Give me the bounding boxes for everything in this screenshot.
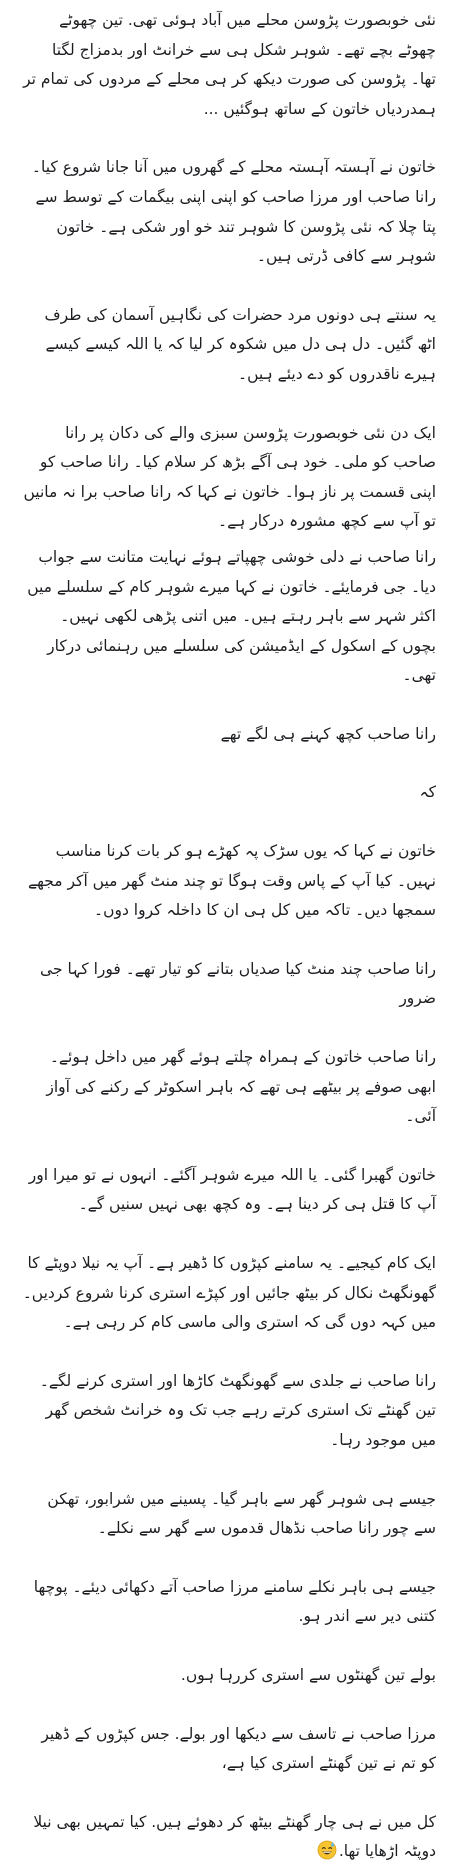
paragraph-14: جیسے ہی شوہر گھر سے باہر گیا۔ پسینے میں شرابور، تھکن سے چور رانا صاحب نڈھال قدموں سے گھر سے نکلے۔ [47, 1489, 436, 1538]
paragraph-18 [22, 1808, 436, 1867]
paragraph-7: کہ [419, 783, 436, 802]
paragraph-13: رانا صاحب نے جلدی سے گھونگھٹ کاڑھا اور استری کرنے لگے۔ تین گھنٹے تک استری کرتے رہے جب تک وہ خرانٹ شخص گھر میں موجود رہا۔ [39, 1371, 436, 1449]
paragraph-10: رانا صاحب خاتون کے ہمراہ چلتے ہوئے گھر میں داخل ہوئے۔ ابھی صوفے پر بیٹھے ہی تھے کہ باہر اسکوٹر کے رکنے کی آواز آئی۔ [46, 1048, 436, 1126]
grinning-sweat-emoji-icon [317, 1840, 337, 1860]
paragraph-4: ایک دن نئی خوبصورت پڑوسن سبزی والے کی دکان پر رانا صاحب کو ملی۔ خود ہی آگے بڑھ کر سلام کیا۔ رانا صاحب کو اپنی قسمت پر ناز ہوا۔ خاتون نے کہا کہ رانا صاحب برا نہ مانیں تو آپ سے کچھ مشورہ درکار ہے۔ [23, 423, 436, 531]
paragraph-9: رانا صاحب چند منٹ کیا صدیاں بتانے کو تیار تھے۔ فورا کہا جی ضرور [40, 959, 436, 1008]
emoji-teeth [323, 1852, 331, 1853]
paragraph-18-text: کل میں نے ہی چار گھنٹے بیٹھ کر دھوئے ہیں. کیا تمہیں بھی نیلا دوپٹہ اڑھایا تھا. [33, 1812, 436, 1861]
paragraph-11: خاتون گھبرا گئی۔ یا اللہ میرے شوہر آگئے۔ انہوں نے تو میرا اور آپ کا قتل ہی کر دینا ہے۔ وہ کچھ بھی نہیں سنیں گے۔ [28, 1165, 436, 1214]
paragraph-6: رانا صاحب کچھ کہنے ہی لگے تھے [220, 724, 436, 743]
paragraph-16: بولے تین گھنٹوں سے استری کررہا ہوں. [180, 1665, 436, 1684]
paragraph-12: ایک کام کیجیے۔ یہ سامنے کپڑوں کا ڈھیر ہے۔ آپ یہ نیلا دوپٹے کا گھونگھٹ نکال کر بیٹھ جائیں اور کپڑے استری کرنا شروع کردیں۔ میں کہہ دوں گی کہ استری والی ماسی کام کر رہی ہے۔ [22, 1254, 436, 1332]
paragraph-15: جیسے ہی باہر نکلے سامنے مرزا صاحب آتے دکھائی دیئے۔ پوچھا کتنی دیر سے اندر ہو. [33, 1577, 436, 1626]
paragraph-2: خاتون نے آہستہ آہستہ محلے کے گھروں میں آنا جانا شروع کیا۔ رانا صاحب اور مرزا صاحب کو اپنی اپنی بیگمات کے توسط سے پتا چلا کہ نئی پڑوسن کا شوہر تند خو اور شکی ہے۔ خاتون شوہر سے کافی ڈرتی ہیں۔ [31, 158, 436, 266]
paragraph-17: مرزا صاحب نے تاسف سے دیکھا اور بولے. جس کپڑوں کے ڈھیر کو تم نے تین گھنٹے استری کیا ہے، [41, 1724, 436, 1773]
paragraph-5: رانا صاحب نے دلی خوشی چھپاتے ہوئے نہایت متانت سے جواب دیا۔ جی فرمایئے۔ خاتون نے کہا میرے شوہر کام کے سلسلے میں اکثر شہر سے باہر رہتے ہیں۔ میں اتنی پڑھی لکھی نہیں۔ بچوں کے اسکول کے ایڈمیشن کی سلسلے میں رہنمائی درکار تھی۔ [27, 547, 436, 685]
paragraph-3: یہ سنتے ہی دونوں مرد حضرات کی نگاہیں آسمان کی طرف اٹھ گئیں۔ دل ہی دل میں شکوہ کر لیا کہ یا اللہ کیسے کیسے ہیرے ناقدروں کو دے دیئے ہیں۔ [44, 305, 436, 383]
paragraph-8: خاتون نے کہا کہ یوں سڑک پہ کھڑے ہو کر بات کرنا مناسب نہیں۔ کیا آپ کے پاس وقت ہوگا تو چند منٹ گھر میں آکر مجھے سمجھا دیں۔ تاکہ میں کل ہی ان کا داخلہ کروا دوں۔ [28, 842, 436, 920]
paragraph-1: نئی خوبصورت پڑوسن محلے میں آباد ہوئی تھی. تین چھوٹے چھوٹے بچے تھے۔ شوہر شکل ہی سے خرانٹ اور بدمزاج لگتا تھا۔ پڑوسن کی صورت دیکھ کر ہی محلے کے مردوں کی تمام تر ہمدردیاں خاتون کے ساتھ ہوگئیں ... [23, 11, 436, 118]
